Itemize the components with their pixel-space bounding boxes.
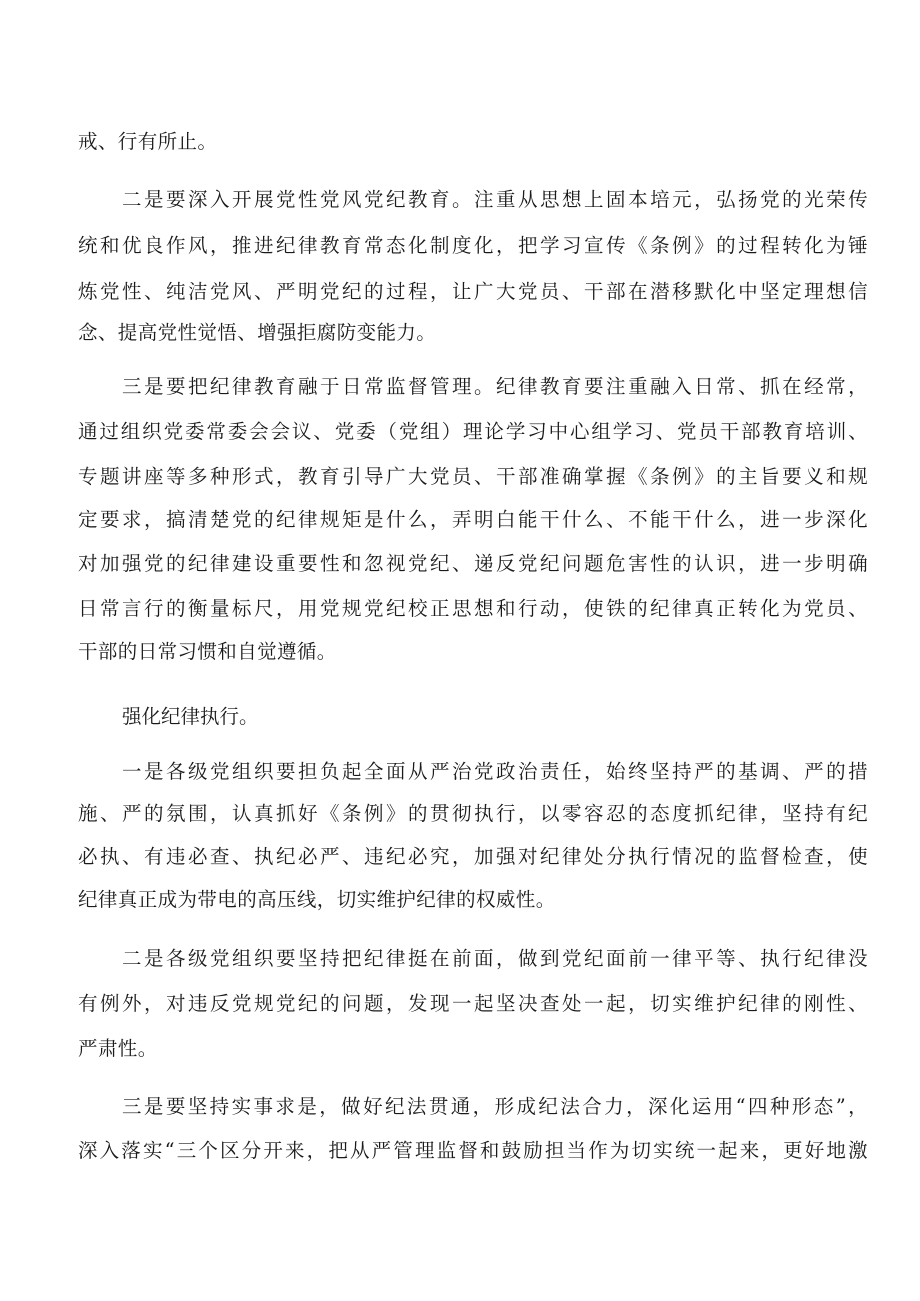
paragraph-line: 一是各级党组织要担负起全面从严治党政治责任，始终坚持严的基调、严的措 [122, 760, 868, 783]
paragraph-line: 通过组织党委常委会会议、党委（党组）理论学习中心组学习、党员干部教育培训、 [78, 420, 868, 443]
paragraph-line: 有例外，对违反党规党纪的问题，发现一起坚决查处一起，切实维护纪律的刚性、 [78, 992, 868, 1015]
paragraph-line: 炼党性、纯洁党风、严明党纪的过程，让广大党员、干部在潜移默化中坚定理想信 [78, 280, 868, 303]
paragraph-line: 深入落实“三个区分开来，把从严管理监督和鼓励担当作为切实统一起来，更好地激 [78, 1139, 868, 1162]
paragraph-line: 三是要坚持实事求是，做好纪法贯通，形成纪法合力，深化运用“四种形态”， [122, 1095, 868, 1118]
paragraph-line: 严肃性。 [78, 1037, 158, 1060]
paragraph-line: 专题讲座等多种形式，教育引导广大党员、干部准确掌握《条例》的主旨要义和规 [78, 465, 868, 488]
paragraph-line: 二是各级党组织要坚持把纪律挺在前面，做到党纪面前一律平等、执行纪律没 [122, 947, 868, 970]
paragraph-line: 干部的日常习惯和自觉遵循。 [78, 640, 337, 663]
paragraph-line: 施、严的氛围，认真抓好《条例》的贯彻执行，以零容忍的态度抓纪律，坚持有纪 [78, 802, 868, 825]
paragraph-line: 对加强党的纪律建设重要性和忽视党纪、递反党纪问题危害性的认识，进一步明确 [78, 552, 868, 575]
paragraph-line: 三是要把纪律教育融于日常监督管理。纪律教育要注重融入日常、抓在经常， [122, 375, 868, 398]
section-heading: 强化纪律执行。 [122, 705, 259, 728]
paragraph-line: 戒、行有所止。 [78, 130, 218, 153]
paragraph-line: 统和优良作风，推进纪律教育常态化制度化，把学习宣传《条例》的过程转化为锤 [78, 234, 868, 257]
paragraph-line: 纪律真正成为带电的高压线，切实维护纪律的权威性。 [78, 888, 556, 911]
paragraph-line: 定要求，搞清楚党的纪律规矩是什么，弄明白能干什么、不能干什么，进一步深化 [78, 508, 868, 531]
paragraph-line: 念、提高党性觉悟、增强拒腐防变能力。 [78, 321, 437, 344]
paragraph-line: 必执、有违必查、执纪必严、违纪必究，加强对纪律处分执行情况的监督检查，使 [78, 845, 868, 868]
paragraph-line: 二是要深入开展党性党风党纪教育。注重从思想上固本培元，弘扬党的光荣传 [122, 188, 868, 211]
paragraph-line: 日常言行的衡量标尺，用党规党纪校正思想和行动，使铁的纪律真正转化为党员、 [78, 597, 868, 620]
